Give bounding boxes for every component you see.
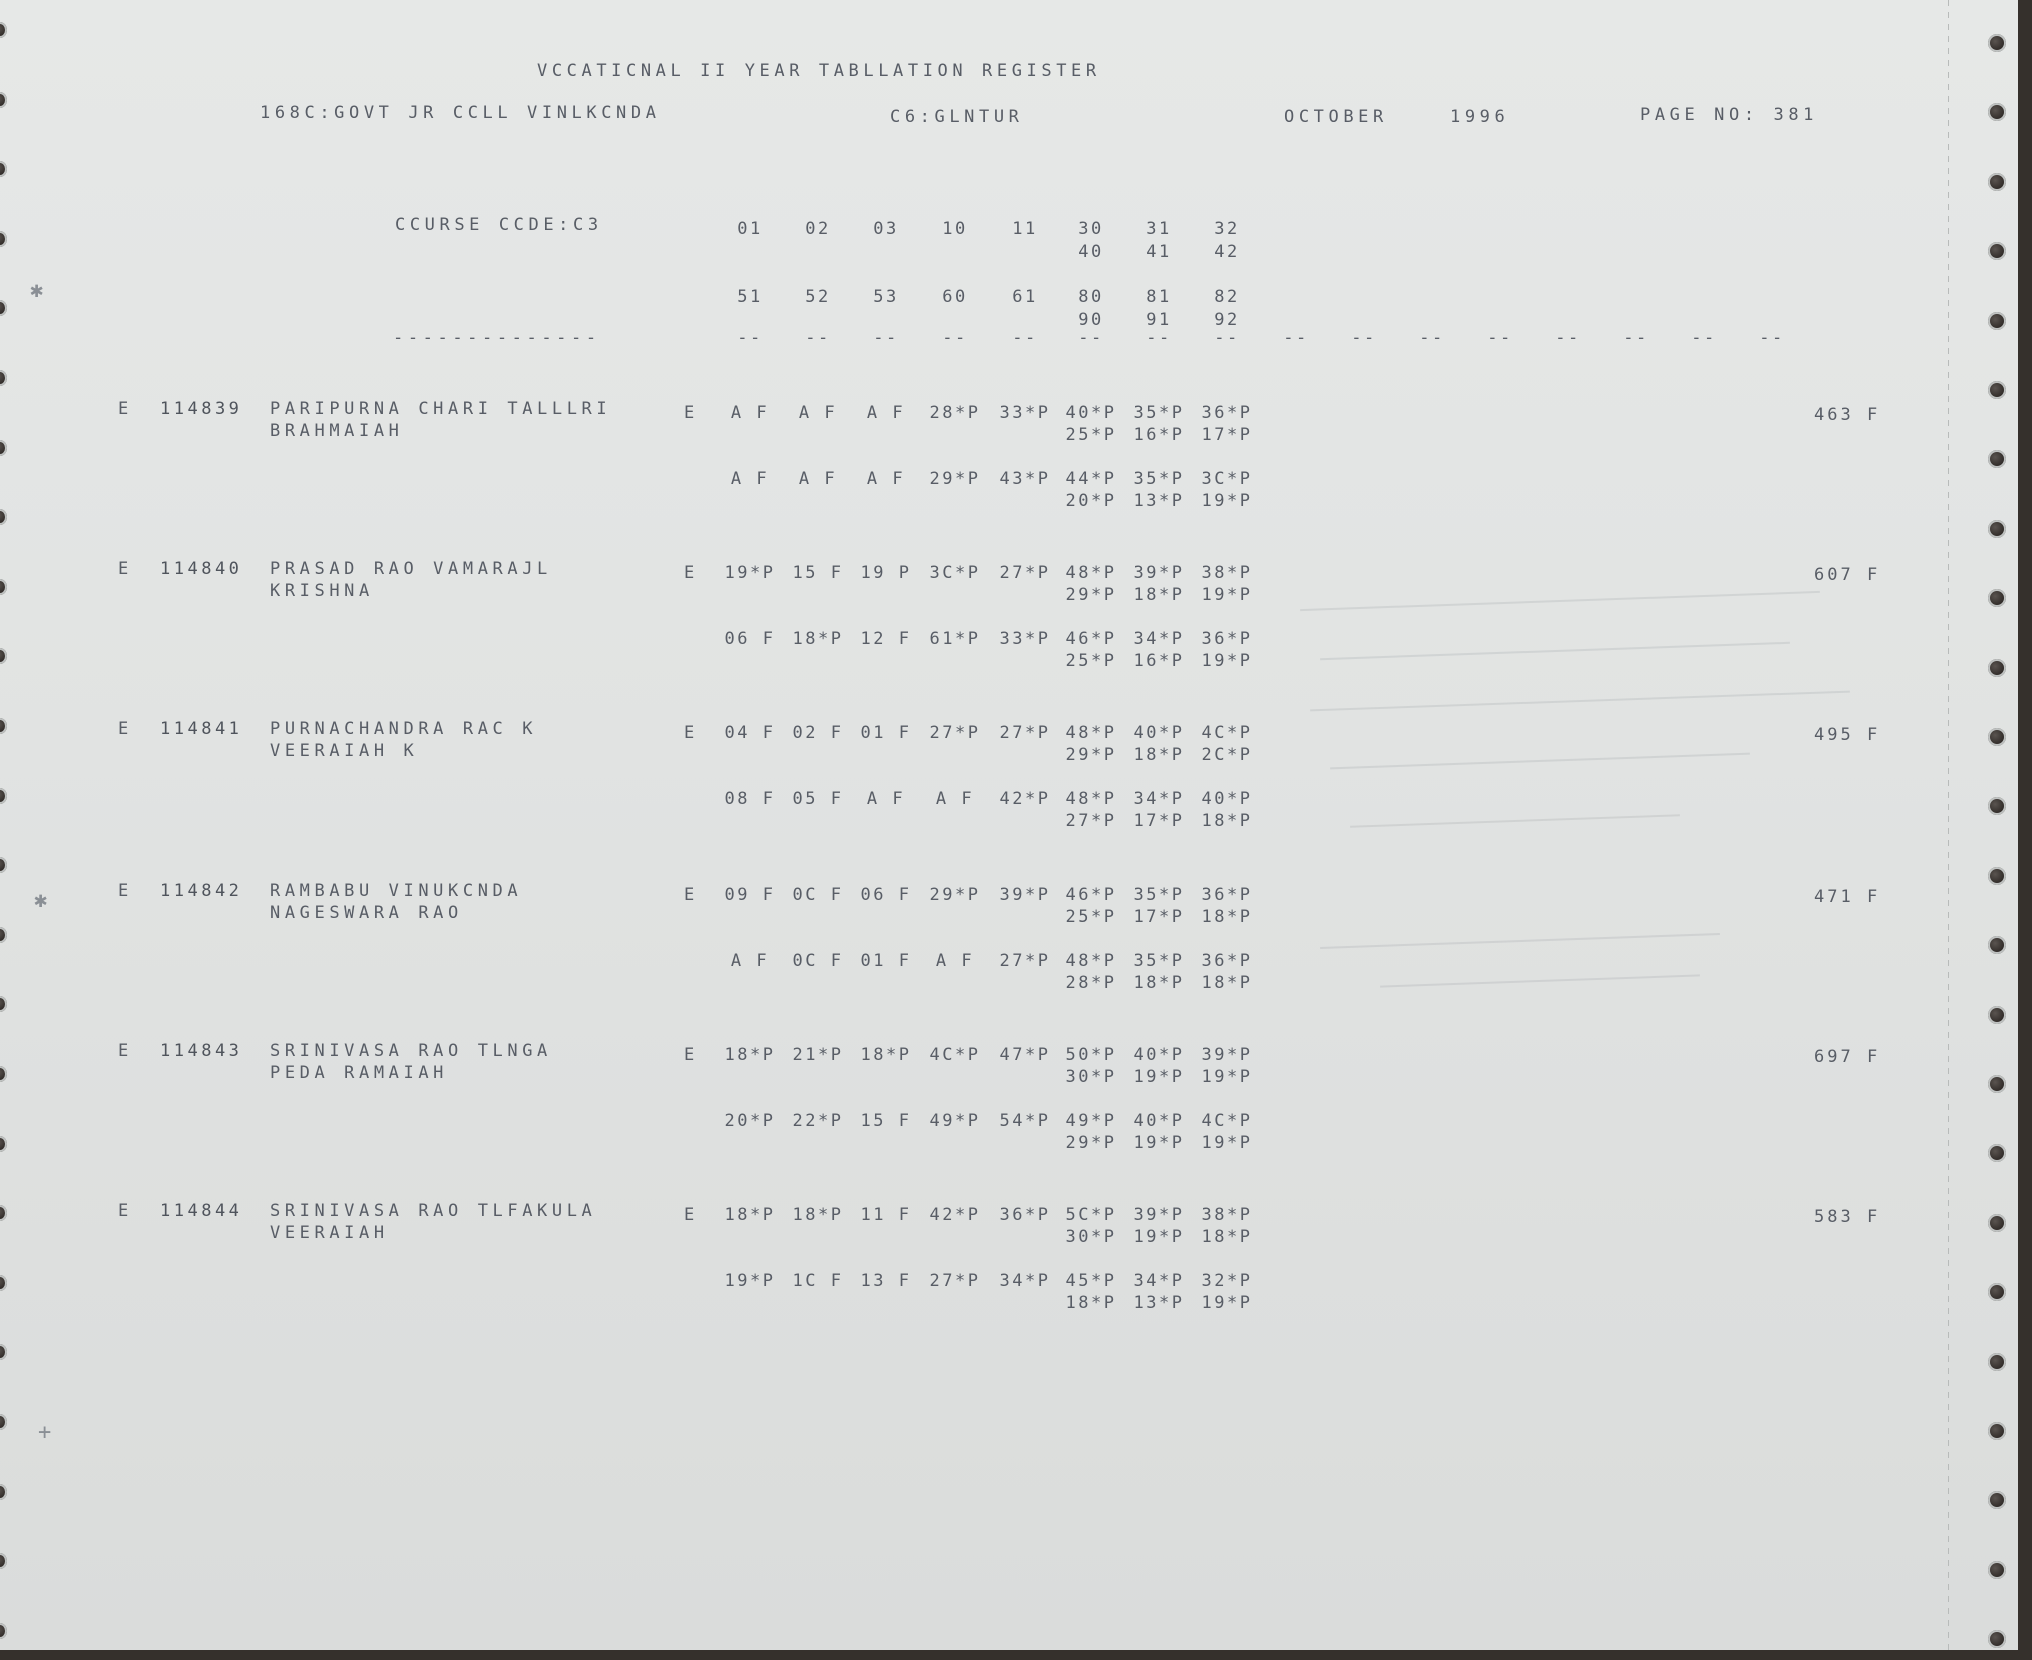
district-code: C6:GLNTUR (890, 107, 1024, 127)
roll-number: 114841 (160, 719, 243, 739)
subject-code: 11 (1012, 219, 1038, 239)
mark-cell: A F (935, 789, 975, 809)
feed-hole (0, 1623, 7, 1639)
mark-cell: 18*P (1201, 973, 1253, 993)
mark-cell: 20*P (1065, 491, 1117, 511)
mark-cell: 16*P (1133, 425, 1185, 445)
mark-cell: 34*P (999, 1271, 1051, 1291)
exam-flag: E (118, 1041, 133, 1061)
mark-cell: 04 F (724, 723, 776, 743)
mark-cell: 18*P (1201, 811, 1253, 831)
mark-cell: 27*P (999, 563, 1051, 583)
mark-cell: 02 F (792, 723, 844, 743)
mark-cell: A F (730, 469, 770, 489)
feed-hole (0, 1414, 7, 1430)
mark-cell: 28*P (929, 403, 981, 423)
feed-hole (1988, 589, 2006, 607)
mark-cell: 48*P (1065, 789, 1117, 809)
second-flag: E (684, 723, 699, 743)
column-rule: -- (805, 328, 831, 348)
ink-mark: + (38, 1420, 52, 1445)
feed-hole (0, 996, 7, 1012)
left-tractor-feed-holes (0, 0, 40, 1650)
feed-hole (1988, 1561, 2006, 1579)
mark-cell: 30*P (1065, 1227, 1117, 1247)
mark-cell: 15 F (792, 563, 844, 583)
feed-hole (0, 440, 7, 456)
mark-cell: 45*P (1065, 1271, 1117, 1291)
mark-cell: 3C*P (1201, 469, 1253, 489)
mark-cell: 18*P (1133, 585, 1185, 605)
father-name: BRAHMAIAH (270, 421, 404, 441)
feed-hole (1988, 1006, 2006, 1024)
mark-cell: 48*P (1065, 563, 1117, 583)
mark-cell: 19*P (724, 1271, 776, 1291)
mark-cell: 47*P (999, 1045, 1051, 1065)
course-underline: -------------- (393, 328, 601, 348)
mark-cell: 46*P (1065, 629, 1117, 649)
exam-flag: E (118, 559, 133, 579)
mark-cell: 19*P (724, 563, 776, 583)
mark-cell: 34*P (1133, 629, 1185, 649)
mark-cell: 05 F (792, 789, 844, 809)
feed-hole (1988, 659, 2006, 677)
mark-cell: 33*P (999, 403, 1051, 423)
mark-cell: 40*P (1133, 723, 1185, 743)
feed-hole (0, 718, 7, 734)
feed-hole (0, 857, 7, 873)
mark-cell: 39*P (999, 885, 1051, 905)
column-rule: -- (1419, 328, 1445, 348)
feed-hole (0, 231, 7, 247)
feed-hole (0, 92, 7, 108)
mark-cell: 4C*P (1201, 1111, 1253, 1131)
mark-cell: 22*P (792, 1111, 844, 1131)
mark-cell: 27*P (929, 1271, 981, 1291)
feed-hole (1988, 381, 2006, 399)
feed-hole (1988, 867, 2006, 885)
mark-cell: 34*P (1133, 789, 1185, 809)
subject-code: 31 (1146, 219, 1172, 239)
subject-code: 53 (873, 287, 899, 307)
feed-hole (1988, 1630, 2006, 1648)
subject-code: 52 (805, 287, 831, 307)
column-rule: -- (1078, 328, 1104, 348)
feed-hole (0, 1275, 7, 1291)
mark-cell: 29*P (1065, 1133, 1117, 1153)
mark-cell: 18*P (1201, 907, 1253, 927)
subject-code: 81 (1146, 287, 1172, 307)
mark-cell: 48*P (1065, 723, 1117, 743)
mark-cell: 30*P (1065, 1067, 1117, 1087)
roll-number: 114839 (160, 399, 243, 419)
mark-cell: 01 F (860, 951, 912, 971)
mark-cell: 21*P (792, 1045, 844, 1065)
mark-cell: 18*P (792, 629, 844, 649)
feed-hole (1988, 34, 2006, 52)
mark-cell: 29*P (1065, 745, 1117, 765)
mark-cell: 34*P (1133, 1271, 1185, 1291)
subject-code: 41 (1146, 242, 1172, 262)
mark-cell: 39*P (1133, 1205, 1185, 1225)
father-name: KRISHNA (270, 581, 374, 601)
mark-cell: 08 F (724, 789, 776, 809)
mark-cell: A F (730, 951, 770, 971)
second-flag: E (684, 563, 699, 583)
column-rule: -- (1351, 328, 1377, 348)
mark-cell: 25*P (1065, 907, 1117, 927)
student-name: SRINIVASA RAO TLFAKULA (270, 1201, 597, 1221)
register-title: VCCATICNAL II YEAR TABLLATION REGISTER (537, 61, 1101, 81)
exam-month: OCTOBER (1284, 107, 1388, 127)
mark-cell: 18*P (1133, 745, 1185, 765)
feed-hole (1988, 242, 2006, 260)
mark-cell: 12 F (860, 629, 912, 649)
subject-code: 80 (1078, 287, 1104, 307)
bleed-through-mark (1320, 933, 1720, 949)
mark-cell: 19*P (1133, 1067, 1185, 1087)
ink-mark: ✱ (34, 888, 48, 913)
college-code: 168C:GOVT JR CCLL VINLKCNDA (260, 103, 661, 123)
mark-cell: 13*P (1133, 491, 1185, 511)
perforation-line (1948, 0, 1949, 1650)
feed-hole (1988, 797, 2006, 815)
feed-hole (0, 1066, 7, 1082)
mark-cell: 19*P (1201, 1133, 1253, 1153)
subject-code: 10 (942, 219, 968, 239)
student-name: PRASAD RAO VAMARAJL (270, 559, 552, 579)
mark-cell: 1C F (792, 1271, 844, 1291)
bleed-through-mark (1300, 591, 1820, 611)
mark-cell: 40*P (1201, 789, 1253, 809)
course-code: CCURSE CCDE:C3 (395, 215, 603, 235)
mark-cell: 38*P (1201, 563, 1253, 583)
roll-number: 114840 (160, 559, 243, 579)
exam-year: 1996 (1450, 107, 1510, 127)
grand-total: 463 F (1814, 405, 1881, 425)
feed-hole (0, 788, 7, 804)
mark-cell: 36*P (999, 1205, 1051, 1225)
column-rule: -- (1623, 328, 1649, 348)
mark-cell: 36*P (1201, 403, 1253, 423)
column-rule: -- (1487, 328, 1513, 348)
mark-cell: A F (866, 403, 906, 423)
subject-code: 42 (1214, 242, 1240, 262)
feed-hole (0, 1136, 7, 1152)
mark-cell: 25*P (1065, 651, 1117, 671)
grand-total: 471 F (1814, 887, 1881, 907)
right-tractor-feed-holes (1962, 0, 2018, 1650)
mark-cell: 54*P (999, 1111, 1051, 1131)
mark-cell: 4C*P (1201, 723, 1253, 743)
column-rule: -- (873, 328, 899, 348)
subject-code: 01 (737, 219, 763, 239)
mark-cell: 33*P (999, 629, 1051, 649)
mark-cell: 48*P (1065, 951, 1117, 971)
mark-cell: 29*P (1065, 585, 1117, 605)
mark-cell: 18*P (860, 1045, 912, 1065)
roll-number: 114842 (160, 881, 243, 901)
mark-cell: 35*P (1133, 885, 1185, 905)
subject-code: 40 (1078, 242, 1104, 262)
mark-cell: 25*P (1065, 425, 1117, 445)
mark-cell: 35*P (1133, 469, 1185, 489)
mark-cell: 39*P (1133, 563, 1185, 583)
mark-cell: 06 F (860, 885, 912, 905)
second-flag: E (684, 403, 699, 423)
student-name: SRINIVASA RAO TLNGA (270, 1041, 552, 1061)
mark-cell: 19*P (1201, 651, 1253, 671)
father-name: VEERAIAH (270, 1223, 389, 1243)
subject-code: 03 (873, 219, 899, 239)
mark-cell: 19*P (1201, 1067, 1253, 1087)
mark-cell: 18*P (724, 1045, 776, 1065)
mark-cell: A F (935, 951, 975, 971)
mark-cell: 18*P (792, 1205, 844, 1225)
mark-cell: 01 F (860, 723, 912, 743)
mark-cell: 17*P (1201, 425, 1253, 445)
feed-hole (1988, 1283, 2006, 1301)
feed-hole (1988, 1075, 2006, 1093)
feed-hole (1988, 312, 2006, 330)
feed-hole (1988, 728, 2006, 746)
mark-cell: A F (866, 469, 906, 489)
feed-hole (0, 300, 7, 316)
feed-hole (1988, 1144, 2006, 1162)
feed-hole (1988, 450, 2006, 468)
column-rule: -- (1012, 328, 1038, 348)
mark-cell: 43*P (999, 469, 1051, 489)
mark-cell: 18*P (1065, 1293, 1117, 1313)
mark-cell: 06 F (724, 629, 776, 649)
mark-cell: 09 F (724, 885, 776, 905)
mark-cell: A F (798, 469, 838, 489)
mark-cell: 16*P (1133, 651, 1185, 671)
mark-cell: 13 F (860, 1271, 912, 1291)
grand-total: 583 F (1814, 1207, 1881, 1227)
roll-number: 114844 (160, 1201, 243, 1221)
column-rule: -- (1146, 328, 1172, 348)
mark-cell: 46*P (1065, 885, 1117, 905)
bleed-through-mark (1310, 691, 1850, 712)
column-rule: -- (1214, 328, 1240, 348)
mark-cell: 27*P (929, 723, 981, 743)
mark-cell: 19*P (1201, 491, 1253, 511)
mark-cell: 44*P (1065, 469, 1117, 489)
feed-hole (0, 370, 7, 386)
exam-flag: E (118, 399, 133, 419)
subject-code: 61 (1012, 287, 1038, 307)
student-name: PARIPURNA CHARI TALLLRI (270, 399, 612, 419)
subject-code: 90 (1078, 310, 1104, 330)
mark-cell: 32*P (1201, 1271, 1253, 1291)
exam-flag: E (118, 881, 133, 901)
bleed-through-mark (1380, 974, 1700, 987)
mark-cell: 20*P (724, 1111, 776, 1131)
mark-cell: 40*P (1133, 1045, 1185, 1065)
feed-hole (1988, 173, 2006, 191)
feed-hole (0, 648, 7, 664)
mark-cell: 13*P (1133, 1293, 1185, 1313)
mark-cell: 19*P (1201, 585, 1253, 605)
feed-hole (0, 22, 7, 38)
mark-cell: 5C*P (1065, 1205, 1117, 1225)
mark-cell: 18*P (724, 1205, 776, 1225)
subject-code: 91 (1146, 310, 1172, 330)
exam-flag: E (118, 719, 133, 739)
second-flag: E (684, 885, 699, 905)
feed-hole (1988, 936, 2006, 954)
mark-cell: 4C*P (929, 1045, 981, 1065)
column-rule: -- (942, 328, 968, 348)
mark-cell: 19*P (1201, 1293, 1253, 1313)
mark-cell: 15 F (860, 1111, 912, 1131)
mark-cell: 2C*P (1201, 745, 1253, 765)
mark-cell: 61*P (929, 629, 981, 649)
mark-cell: 38*P (1201, 1205, 1253, 1225)
page-number: PAGE NO: 381 (1640, 105, 1819, 125)
subject-code: 30 (1078, 219, 1104, 239)
mark-cell: 19*P (1133, 1133, 1185, 1153)
subject-code: 32 (1214, 219, 1240, 239)
bleed-through-mark (1330, 753, 1750, 770)
mark-cell: 39*P (1201, 1045, 1253, 1065)
column-rule: -- (737, 328, 763, 348)
mark-cell: 40*P (1065, 403, 1117, 423)
mark-cell: 0C F (792, 885, 844, 905)
feed-hole (1988, 1422, 2006, 1440)
feed-hole (1988, 103, 2006, 121)
column-rule: -- (1691, 328, 1717, 348)
ink-mark: ✱ (30, 278, 44, 303)
second-flag: E (684, 1045, 699, 1065)
mark-cell: 28*P (1065, 973, 1117, 993)
feed-hole (1988, 1491, 2006, 1509)
student-name: RAMBABU VINUKCNDA (270, 881, 523, 901)
feed-hole (0, 579, 7, 595)
feed-hole (0, 1205, 7, 1221)
mark-cell: 27*P (1065, 811, 1117, 831)
feed-hole (0, 1344, 7, 1360)
mark-cell: 19 P (860, 563, 912, 583)
mark-cell: 29*P (929, 885, 981, 905)
grand-total: 495 F (1814, 725, 1881, 745)
mark-cell: 18*P (1201, 1227, 1253, 1247)
mark-cell: 35*P (1133, 951, 1185, 971)
father-name: VEERAIAH K (270, 741, 419, 761)
mark-cell: 17*P (1133, 811, 1185, 831)
mark-cell: 0C F (792, 951, 844, 971)
second-flag: E (684, 1205, 699, 1225)
subject-code: 51 (737, 287, 763, 307)
mark-cell: A F (730, 403, 770, 423)
feed-hole (0, 161, 7, 177)
feed-hole (1988, 1353, 2006, 1371)
student-name: PURNACHANDRA RAC K (270, 719, 538, 739)
mark-cell: 50*P (1065, 1045, 1117, 1065)
mark-cell: 19*P (1133, 1227, 1185, 1247)
mark-cell: 3C*P (929, 563, 981, 583)
mark-cell: 27*P (999, 723, 1051, 743)
feed-hole (1988, 1214, 2006, 1232)
mark-cell: 42*P (999, 789, 1051, 809)
father-name: NAGESWARA RAO (270, 903, 463, 923)
mark-cell: 36*P (1201, 629, 1253, 649)
column-rule: -- (1759, 328, 1785, 348)
mark-cell: A F (866, 789, 906, 809)
mark-cell: 49*P (929, 1111, 981, 1131)
subject-code: 82 (1214, 287, 1240, 307)
mark-cell: 29*P (929, 469, 981, 489)
feed-hole (0, 927, 7, 943)
column-rule: -- (1555, 328, 1581, 348)
mark-cell: 36*P (1201, 951, 1253, 971)
feed-hole (0, 1553, 7, 1569)
roll-number: 114843 (160, 1041, 243, 1061)
mark-cell: 18*P (1133, 973, 1185, 993)
mark-cell: 42*P (929, 1205, 981, 1225)
mark-cell: 11 F (860, 1205, 912, 1225)
grand-total: 607 F (1814, 565, 1881, 585)
mark-cell: A F (798, 403, 838, 423)
exam-flag: E (118, 1201, 133, 1221)
mark-cell: 35*P (1133, 403, 1185, 423)
mark-cell: 49*P (1065, 1111, 1117, 1131)
mark-cell: 40*P (1133, 1111, 1185, 1131)
mark-cell: 36*P (1201, 885, 1253, 905)
feed-hole (1988, 520, 2006, 538)
column-rule: -- (1283, 328, 1309, 348)
bleed-through-mark (1350, 814, 1680, 828)
subject-code: 92 (1214, 310, 1240, 330)
feed-hole (0, 1484, 7, 1500)
bleed-through-mark (1320, 642, 1790, 660)
mark-cell: 27*P (999, 951, 1051, 971)
mark-cell: 17*P (1133, 907, 1185, 927)
subject-code: 60 (942, 287, 968, 307)
feed-hole (0, 509, 7, 525)
subject-code: 02 (805, 219, 831, 239)
grand-total: 697 F (1814, 1047, 1881, 1067)
father-name: PEDA RAMAIAH (270, 1063, 449, 1083)
